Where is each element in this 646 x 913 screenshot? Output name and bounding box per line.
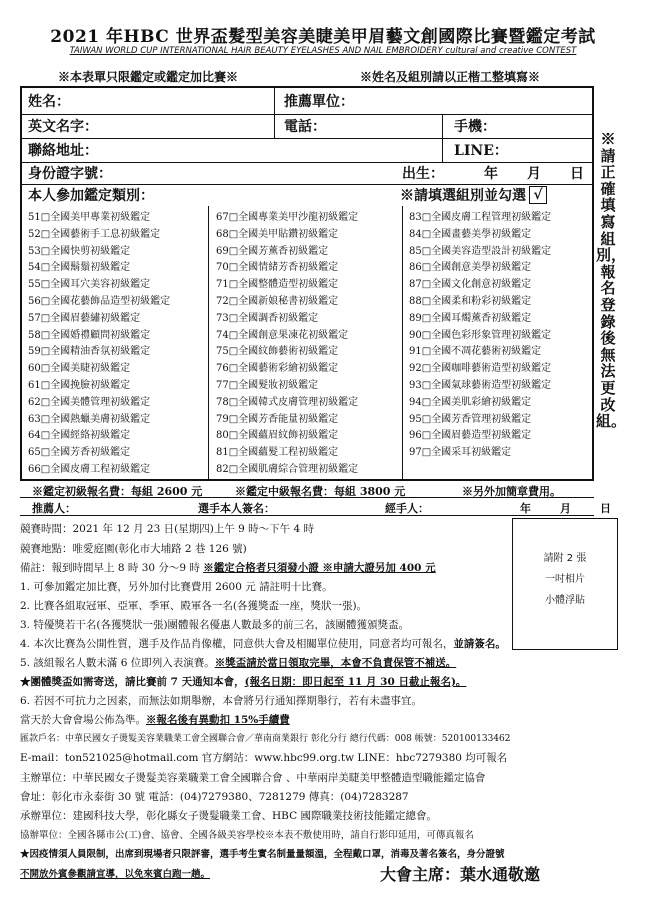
registration-form: [20, 86, 594, 481]
rule-5-trophy: ※獎盃請於當日領取完畢，本會不負責保管不補送。: [214, 657, 457, 669]
category-label: 本人參加鑑定類別：: [28, 188, 154, 204]
form-row-name: [22, 88, 592, 115]
rule-2: 2. 比賽各組取冠軍、亞軍、季軍、殿軍各一名(各獲獎盃一座，獎狀一張)。: [20, 600, 368, 612]
form-row-english: [22, 114, 592, 139]
handler-label: 經手人：: [385, 502, 429, 515]
organizer-info: 承辦單位：建國科技大學，彰化縣女子燙髮職業工會、HBC 國際職業技術技能鑑定總會。: [20, 810, 437, 822]
note-right: ※姓名及組別請以正楷工整填寫※: [360, 70, 541, 84]
rule-5: [20, 655, 456, 670]
category-item[interactable]: 72□全國新娘秘書初級鑑定: [216, 296, 339, 307]
category-item[interactable]: 71□全國整體造型初級鑑定: [216, 279, 339, 291]
fee-extra: ※另外加簡章費用。: [462, 485, 561, 498]
category-item[interactable]: 75□全國紋飾藝術初級鑑定: [216, 346, 339, 358]
page-subtitle: TAIWAN WORLD CUP INTERNATIONAL HAIR BEAUTY EYELASHES AND NAIL EMBROIDERY cultural and creative CONTEST: [69, 46, 577, 56]
category-item[interactable]: 58□全國婚禮顧問初級鑑定: [28, 329, 151, 341]
category-item[interactable]: 69□全國芳薰香初級鑑定: [216, 245, 329, 257]
rule-1: 1. 可參加鑑定加比賽，另外加付比賽費用 2600 元 請註明十比賽。: [20, 581, 333, 593]
category-item[interactable]: 62□全國美體管理初級鑑定: [28, 396, 151, 408]
column-divider: [208, 206, 209, 479]
check-box[interactable]: √: [529, 186, 547, 204]
rule-star-date: (報名日期：即日起至 11 月 30 日截止報名)。: [244, 676, 467, 688]
id-label: 身份證字號：: [28, 166, 112, 182]
category-item[interactable]: 95□全國芳香管理初級鑑定: [409, 413, 532, 425]
bank-info: 匯款戶名：中華民國女子燙髮美容業職業工會全國聯合會／華南商業銀行 彰化分行 總行代碼：008 帳號：520100133462: [20, 734, 511, 744]
column-divider: [402, 206, 403, 479]
category-item[interactable]: 92□全國咖啡藝術造型初級鑑定: [409, 363, 552, 375]
category-item[interactable]: 77□全國髮妝初級鑑定: [216, 380, 319, 391]
category-item[interactable]: 54□全國鬍鬚初級鑑定: [28, 262, 131, 274]
rule-4-sign: 並請簽名。: [453, 638, 506, 650]
contact-info: E-mail：ton521025@hotmail.com 官方網站：www.hbc99.org.tw LINE：hbc7279380 均可報名: [20, 752, 508, 764]
competition-place: 競賽地點：唯愛庭園(彰化市大埔路 2 巷 126 號): [20, 543, 247, 555]
birth-month-label: 月: [527, 166, 541, 182]
address-info: 會址：彰化市永泰街 30 號 電話：(04)7279380、7281279 傳真：(04)7283287: [20, 791, 409, 803]
category-item[interactable]: 61□全國挽臉初級鑑定: [28, 380, 131, 391]
mobile-label: 手機：: [454, 119, 496, 135]
name-label: 姓名：: [28, 94, 70, 110]
category-item[interactable]: 67□全國專業美甲沙龍初級鑑定: [216, 212, 359, 223]
birth-day-label: 日: [570, 166, 584, 182]
category-item[interactable]: 78□全國韓式皮膚管理初級鑑定: [216, 396, 359, 408]
category-item[interactable]: 73□全國調香初級鑑定: [216, 312, 319, 324]
sign-year: 年: [520, 502, 531, 515]
photo-line-1: 請附 2 張: [543, 553, 587, 564]
photo-line-3: 小體浮貼: [545, 595, 585, 606]
category-item[interactable]: 89□全國耳燭薰香初級鑑定: [409, 312, 532, 324]
category-item[interactable]: 55□全國耳穴美容初級鑑定: [28, 279, 151, 291]
category-item[interactable]: 86□全國創意美學初級鑑定: [409, 262, 532, 274]
sign-day: 日: [600, 502, 611, 515]
category-item[interactable]: 97□全國采耳初級鑑定: [409, 447, 512, 459]
category-item[interactable]: 59□全國精油香氛初級鑑定: [28, 346, 151, 358]
form-row-address: [22, 138, 592, 163]
category-item[interactable]: 74□全國創意果凍花初級鑑定: [216, 329, 349, 341]
category-item[interactable]: 82□全國肌膚綜合管理初級鑑定: [216, 464, 359, 475]
phone-label: 電話：: [284, 119, 326, 135]
line-label: LINE：: [454, 143, 508, 159]
fee-junior: ※鑑定初級報名費：每組 2600 元: [32, 485, 203, 498]
form-row-id: [22, 162, 592, 185]
recommender-label: 推薦人：: [32, 502, 76, 515]
rule-7: [20, 712, 290, 727]
co-organizer-info: 協辦單位：全國各縣市公(工)會、協會、全國各級美容學校※本表不敷使用時，請自行影印延用，可傳真報名: [20, 830, 474, 841]
chairman: 大會主席：葉水通敬邀: [380, 865, 541, 884]
category-item[interactable]: 83□全國皮膚工程管理初級鑑定: [409, 212, 552, 223]
address-label: 聯絡地址：: [28, 143, 98, 159]
remark-line: [20, 560, 436, 575]
category-item[interactable]: 63□全國熱蠟美膚初級鑑定: [28, 413, 151, 425]
photo-box: [512, 518, 618, 650]
group-check-label: [400, 184, 547, 206]
category-item[interactable]: 70□全國情緒芳香初級鑑定: [216, 262, 339, 274]
category-item[interactable]: 94□全國美肌彩繪初級鑑定: [409, 396, 532, 408]
category-item[interactable]: 64□全國經絡初級鑑定: [28, 430, 131, 442]
player-sign-label: 選手本人簽名：: [198, 502, 275, 515]
rule-3: 3. 特優獎若干名(各獲獎狀一張)團體報名優惠人數最多的前三名，該團體獲頒獎盃。: [20, 619, 410, 631]
category-item[interactable]: 87□全國文化創意初級鑑定: [409, 279, 532, 291]
category-item[interactable]: 93□全國氣球藝術造型初級鑑定: [409, 380, 552, 391]
rule-star: [20, 674, 466, 689]
category-item[interactable]: 52□全國藝術手工息初級鑑定: [28, 228, 161, 240]
rule-4-text: 4. 本次比賽為公開性質，選手及作品肖像權，同意供大會及相關單位使用，同意者均可報名，: [20, 638, 454, 650]
rule-7-text: 當天於大會會場公佈為準。: [20, 714, 146, 726]
rule-6: 6. 若因不可抗力之因素，而無法如期舉辦，本會將另行通知擇期舉行，若有未盡事宜。: [20, 695, 422, 707]
fee-middle: ※鑑定中級報名費：每組 3800 元: [235, 485, 406, 498]
sign-month: 月: [560, 502, 571, 515]
category-item[interactable]: 79□全國芳香能量初級鑑定: [216, 413, 339, 425]
note-left: ※本表單只限鑑定或鑑定加比賽※: [58, 70, 239, 84]
category-item[interactable]: 57□全國眉藝繡初級鑑定: [28, 312, 141, 324]
remark-cert: ※鑑定合格者只須發小證 ※申請大證另加 400 元: [203, 562, 436, 574]
category-item[interactable]: 84□全國畫藝美學初級鑑定: [409, 228, 532, 240]
birth-year-label: 年: [484, 166, 498, 182]
category-item[interactable]: 66□全國皮膚工程初級鑑定: [28, 464, 151, 475]
category-item[interactable]: 56□全國花藝飾品造型初級鑑定: [28, 296, 171, 307]
side-note: ※請正確填寫組別，報名登錄後無法更改組。: [596, 130, 627, 431]
category-item[interactable]: 60□全國美睫初級鑑定: [28, 363, 131, 375]
english-name-label: 英文名字：: [28, 119, 98, 135]
host-info: 主辦單位：中華民國女子燙髮美容業職業工會全國聯合會 、中華兩岸美睫美甲整體造型職能鑑定協會: [20, 772, 486, 784]
category-item[interactable]: 80□全國蘊眉紋飾初級鑑定: [216, 430, 339, 442]
group-check-text: ※請填選組別並勾選: [400, 188, 526, 204]
rule-4: [20, 636, 506, 651]
category-item[interactable]: 51□全國美甲專業初級鑑定: [28, 212, 151, 223]
category-item[interactable]: 90□全國色彩形象管理初級鑑定: [409, 329, 552, 341]
rule-5-text: 5. 該組報名人數未滿 6 位即列入表演賽。: [20, 657, 215, 669]
category-item[interactable]: 91□全國不凋花藝術初級鑑定: [409, 346, 542, 358]
form-row-category: [22, 184, 592, 206]
category-item[interactable]: 88□全國柔和粉彩初級鑑定: [409, 296, 532, 307]
remark-text: 備註：報到時間早上 8 時 30 分～9 時: [20, 562, 204, 574]
unit-label: 推薦單位：: [284, 94, 354, 110]
epidemic-note: ★因疫情須人員限制，出席到現場者只限評審，選手考生實名制量量額溫，全程戴口罩，消毒及著名簽名，身分證號: [20, 849, 505, 860]
category-item[interactable]: 65□全國芳香初級鑑定: [28, 447, 131, 459]
category-item[interactable]: 68□全國美甲貼鑽初級鑑定: [216, 228, 339, 240]
rule-7-fee: ※報名後有異動扣 15%手續費: [146, 714, 290, 726]
category-item[interactable]: 76□全國藝術彩繪初級鑑定: [216, 363, 339, 375]
birth-label: 出生：: [402, 166, 444, 182]
category-item[interactable]: 85□全國美容造型設計初級鑑定: [409, 245, 552, 257]
category-item[interactable]: 96□全國眉藝造型初級鑑定: [409, 430, 532, 442]
rule-star-text: ★團體獎盃如需寄送，請比賽前 7 天通知本會，: [20, 676, 245, 688]
competition-time: 競賽時間：2021 年 12 月 23 日(星期四)上午 9 時～下午 4 時: [20, 523, 315, 535]
epidemic-note-2: 不開放外賓參觀請宣導，以免來賓白跑一趟。: [20, 869, 211, 880]
category-item[interactable]: 53□全國快剪初級鑑定: [28, 245, 131, 257]
category-item[interactable]: 81□全國蘊髮工程初級鑑定: [216, 447, 339, 459]
page-title: 2021 年HBC 世界盃髮型美容美睫美甲眉藝文創國際比賽暨鑑定考試: [50, 27, 596, 47]
photo-line-2: 一吋相片: [545, 574, 585, 585]
